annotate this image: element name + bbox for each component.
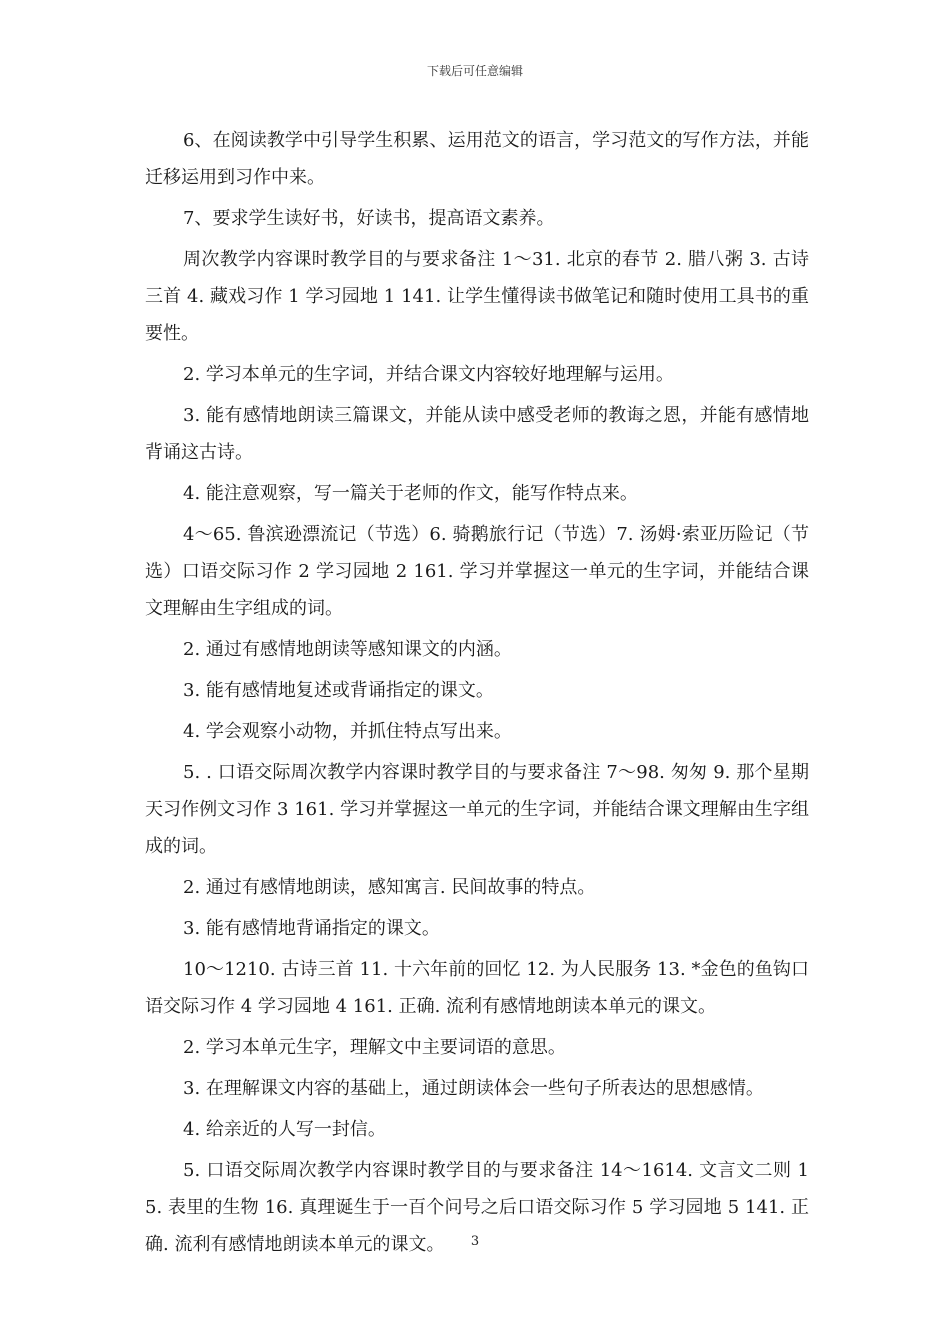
paragraph: 2. 学习本单元生字，理解文中主要词语的意思。	[183, 1037, 566, 1058]
paragraph: 4. 学会观察小动物，并抓住特点写出来。	[183, 721, 512, 742]
paragraph: 3. 能有感情地复述或背诵指定的课文。	[183, 680, 494, 701]
page-number: 3	[470, 1234, 480, 1249]
page-header: 下载后可任意编辑	[426, 64, 523, 78]
paragraph: 5. . 口语交际周次教学内容课时教学目的与要求备注 7～98. 匆匆 9. 那个星期天习作例文习作 3 161. 学习并掌握这一单元的生字词，并能结合课文理解由生字组成的词。	[145, 762, 809, 857]
paragraph: 3. 在理解课文内容的基础上，通过朗读体会一些句子所表达的思想感情。	[183, 1078, 764, 1099]
paragraph: 3. 能有感情地朗读三篇课文，并能从读中感受老师的教诲之恩，并能有感情地背诵这古诗。	[145, 405, 809, 463]
paragraph: 6、在阅读教学中引导学生积累、运用范文的语言，学习范文的写作方法，并能迁移运用到习作中来。	[145, 130, 809, 188]
paragraph: 2. 通过有感情地朗读等感知课文的内涵。	[183, 639, 512, 660]
paragraph: 2. 通过有感情地朗读，感知寓言. 民间故事的特点。	[183, 877, 596, 898]
paragraph: 2. 学习本单元的生字词，并结合课文内容较好地理解与运用。	[183, 364, 674, 385]
paragraph: 4. 给亲近的人写一封信。	[183, 1119, 386, 1140]
paragraph: 3. 能有感情地背诵指定的课文。	[183, 918, 440, 939]
paragraph: 周次教学内容课时教学目的与要求备注 1～31. 北京的春节 2. 腊八粥 3. 古诗三首 4. 藏戏习作 1 学习园地 1 141. 让学生懂得读书做笔记和随时使用工具书的重要性。	[145, 249, 809, 344]
paragraph: 5. 口语交际周次教学内容课时教学目的与要求备注 14～1614. 文言文二则 15. 表里的生物 16. 真理诞生于一百个问号之后口语交际习作 5 学习园地 5 141. 正确. 流利有感情地朗读本单元的课文。	[145, 1160, 809, 1255]
document-body	[145, 122, 809, 1267]
paragraph: 7、要求学生读好书，好读书，提高语文素养。	[183, 208, 555, 229]
paragraph: 4～65. 鲁滨逊漂流记（节选）6. 骑鹅旅行记（节选）7. 汤姆·索亚历险记（节选）口语交际习作 2 学习园地 2 161. 学习并掌握这一单元的生字词，并能结合课文理解由生字组成的词。	[145, 524, 809, 619]
paragraph: 4. 能注意观察，写一篇关于老师的作文，能写作特点来。	[183, 483, 638, 504]
paragraph: 10～1210. 古诗三首 11. 十六年前的回忆 12. 为人民服务 13. *金色的鱼钩口语交际习作 4 学习园地 4 161. 正确. 流利有感情地朗读本单元的课文。	[145, 959, 809, 1017]
